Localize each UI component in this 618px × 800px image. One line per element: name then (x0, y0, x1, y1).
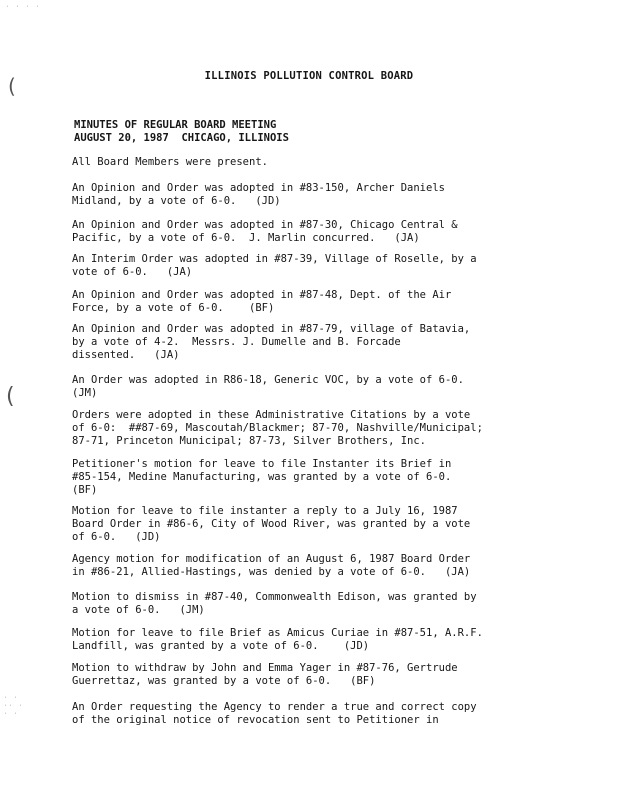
binder-hole-mark: ( (8, 74, 16, 98)
minutes-paragraph: An Order was adopted in R86-18, Generic VOC, by a vote of 6-0. (JM) (72, 374, 464, 400)
minutes-heading (74, 119, 289, 145)
minutes-heading-line: MINUTES OF REGULAR BOARD MEETING (74, 119, 277, 131)
minutes-paragraph: An Interim Order was adopted in #87-39, Village of Roselle, by a vote of 6-0. (JA) (72, 253, 477, 279)
minutes-paragraph: An Opinion and Order was adopted in #87-48, Dept. of the Air Force, by a vote of 6-0. (BF) (72, 289, 452, 315)
minutes-paragraph: An Opinion and Order was adopted in #87-30, Chicago Central & Pacific, by a vote of 6-0. J. Marlin concurred. (JA) (72, 219, 458, 245)
scan-artifact-dots: · · · · (6, 4, 42, 10)
minutes-paragraph: An Opinion and Order was adopted in #87-79, village of Batavia, by a vote of 4-2. Messrs. J. Dumelle and B. Forcade dissented. (JA) (72, 323, 471, 362)
minutes-date-line: AUGUST 20, 1987 CHICAGO, ILLINOIS (74, 132, 289, 144)
minutes-paragraph: All Board Members were present. (72, 156, 268, 168)
minutes-paragraph: Motion to withdraw by John and Emma Yager in #87-76, Gertrude Guerrettaz, was granted by a vote of 6-0. (BF) (72, 662, 458, 688)
scan-artifact-dots: · · ·· · · · (4, 695, 25, 717)
minutes-paragraph: An Opinion and Order was adopted in #83-150, Archer Daniels Midland, by a vote of 6-0. (JD) (72, 182, 445, 208)
minutes-paragraph: Motion to dismiss in #87-40, Commonwealth Edison, was granted by a vote of 6-0. (JM) (72, 591, 477, 617)
board-title: ILLINOIS POLLUTION CONTROL BOARD (204, 70, 414, 82)
minutes-paragraph: Petitioner's motion for leave to file Instanter its Brief in #85-154, Medine Manufacturing, was granted by a vote of 6-0. (BF) (72, 458, 452, 497)
minutes-paragraph: Orders were adopted in these Administrative Citations by a vote of 6-0: ##87-69, Mascoutah/Blackmer; 87-70, Nashville/Municipal; 87-71, Princeton Municipal; 87-73, Silver Brothers, Inc. (72, 409, 483, 448)
minutes-paragraph: Motion for leave to file Brief as Amicus Curiae in #87-51, A.R.F. Landfill, was granted by a vote of 6-0. (JD) (72, 627, 483, 653)
binder-hole-mark: ( (6, 384, 15, 409)
minutes-paragraph: Motion for leave to file instanter a reply to a July 16, 1987 Board Order in #86-6, City of Wood River, was granted by a vote of 6-0. (JD) (72, 505, 471, 544)
minutes-paragraph: Agency motion for modification of an August 6, 1987 Board Order in #86-21, Allied-Hastings, was denied by a vote of 6-0. (JA) (72, 553, 471, 579)
minutes-paragraph: An Order requesting the Agency to render a true and correct copy of the original notice of revocation sent to Petitioner in (72, 701, 477, 727)
